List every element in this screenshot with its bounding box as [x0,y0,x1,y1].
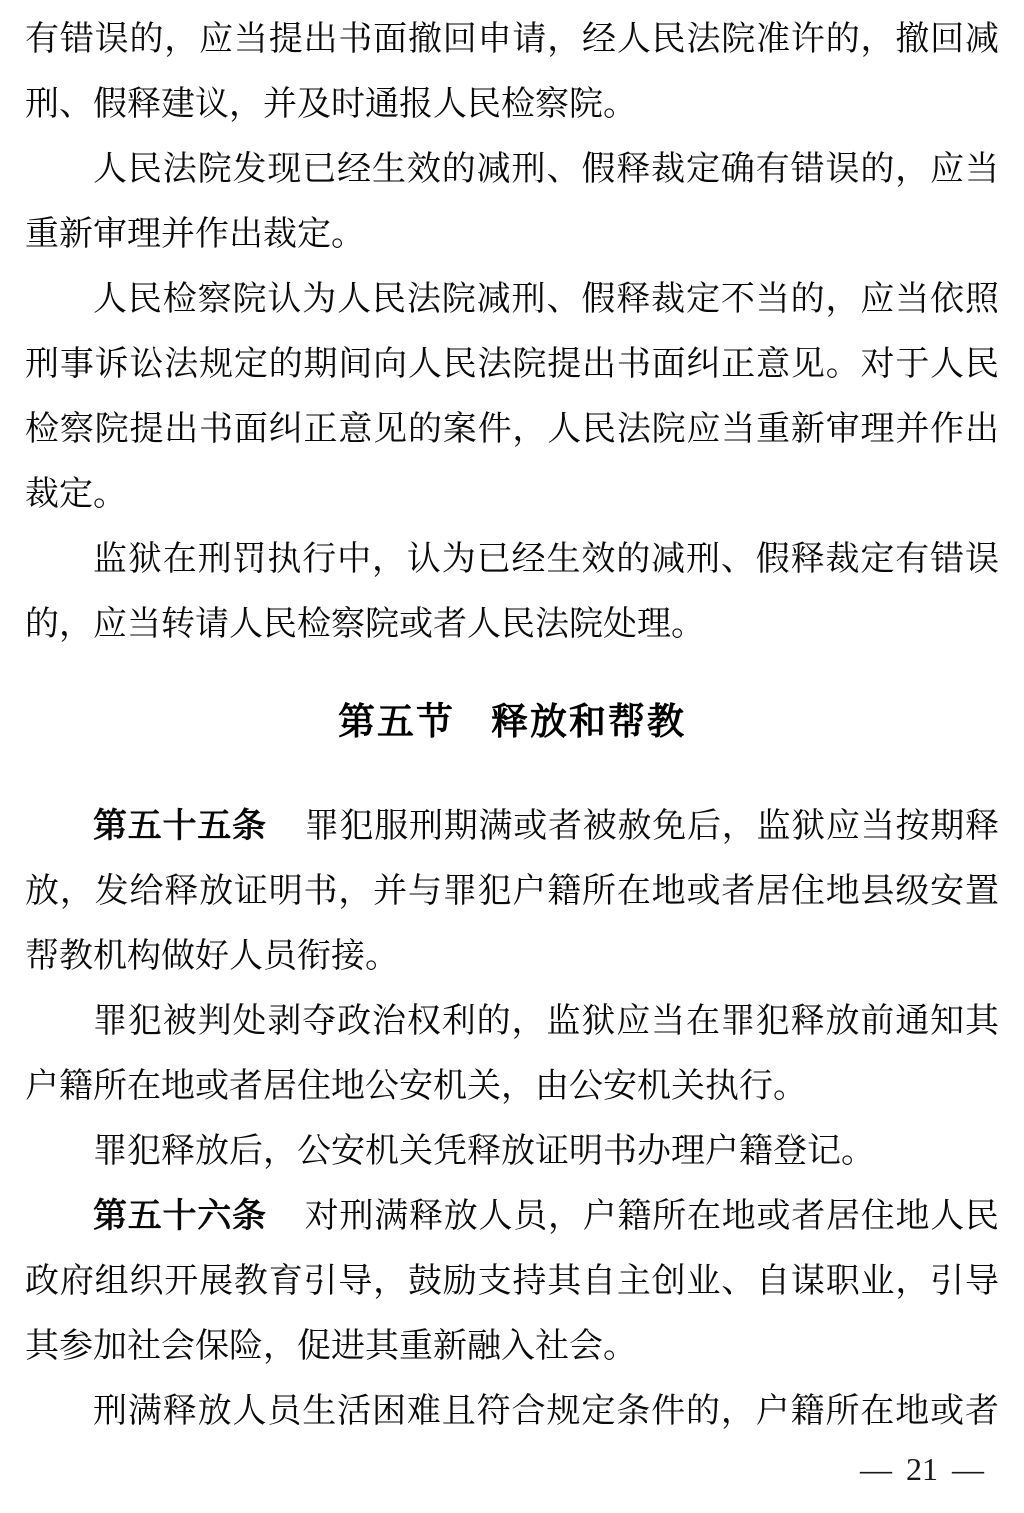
paragraph: 人民检察院认为人民法院减刑、假释裁定不当的，应当依照刑事诉讼法规定的期间向人民法院提出书面纠正意见。对于人民检察院提出书面纠正意见的案件，人民法院应当重新审理并作出裁定。 [25,281,999,513]
section-number: 第五节 [338,701,455,742]
paragraph-continuation: 有错误的，应当提出书面撤回申请，经人民法院准许的，撤回减刑、假释建议，并及时通报人民检察院。 [25,21,999,123]
paragraph: 罪犯被判处剥夺政治权利的，监狱应当在罪犯释放前通知其户籍所在地或者居住地公安机关，由公安机关执行。 [25,1003,999,1105]
article-paragraph [25,1184,999,1379]
paragraph: 人民法院发现已经生效的减刑、假释裁定确有错误的，应当重新审理并作出裁定。 [25,151,999,253]
paragraph-truncated: 刑满释放人员生活困难且符合规定条件的，户籍所在地或者 [93,1393,999,1430]
article-text: 对刑满释放人员，户籍所在地或者居住地人民政府组织开展教育引导，鼓励支持其自主创业、自谋职业，引导其参加社会保险，促进其重新融入社会。 [25,1198,999,1365]
page-number: 21 [906,1451,938,1487]
article-text: 罪犯服刑期满或者被赦免后，监狱应当按期释放，发给释放证明书，并与罪犯户籍所在地或者居住地县级安置帮教机构做好人员衔接。 [25,808,999,975]
paragraph: 罪犯释放后，公安机关凭释放证明书办理户籍登记。 [93,1133,875,1170]
article-paragraph [25,794,999,989]
page-footer [860,1452,984,1486]
article-number: 第五十五条 [93,807,267,845]
paragraph: 监狱在刑罚执行中，认为已经生效的减刑、假释裁定有错误的，应当转请人民检察院或者人民法院处理。 [25,541,999,643]
footer-dash-right: — [952,1451,984,1487]
footer-dash-left: — [860,1451,892,1487]
section-title: 释放和帮教 [491,701,686,742]
section-heading [25,689,999,754]
article-number: 第五十六条 [93,1197,267,1235]
